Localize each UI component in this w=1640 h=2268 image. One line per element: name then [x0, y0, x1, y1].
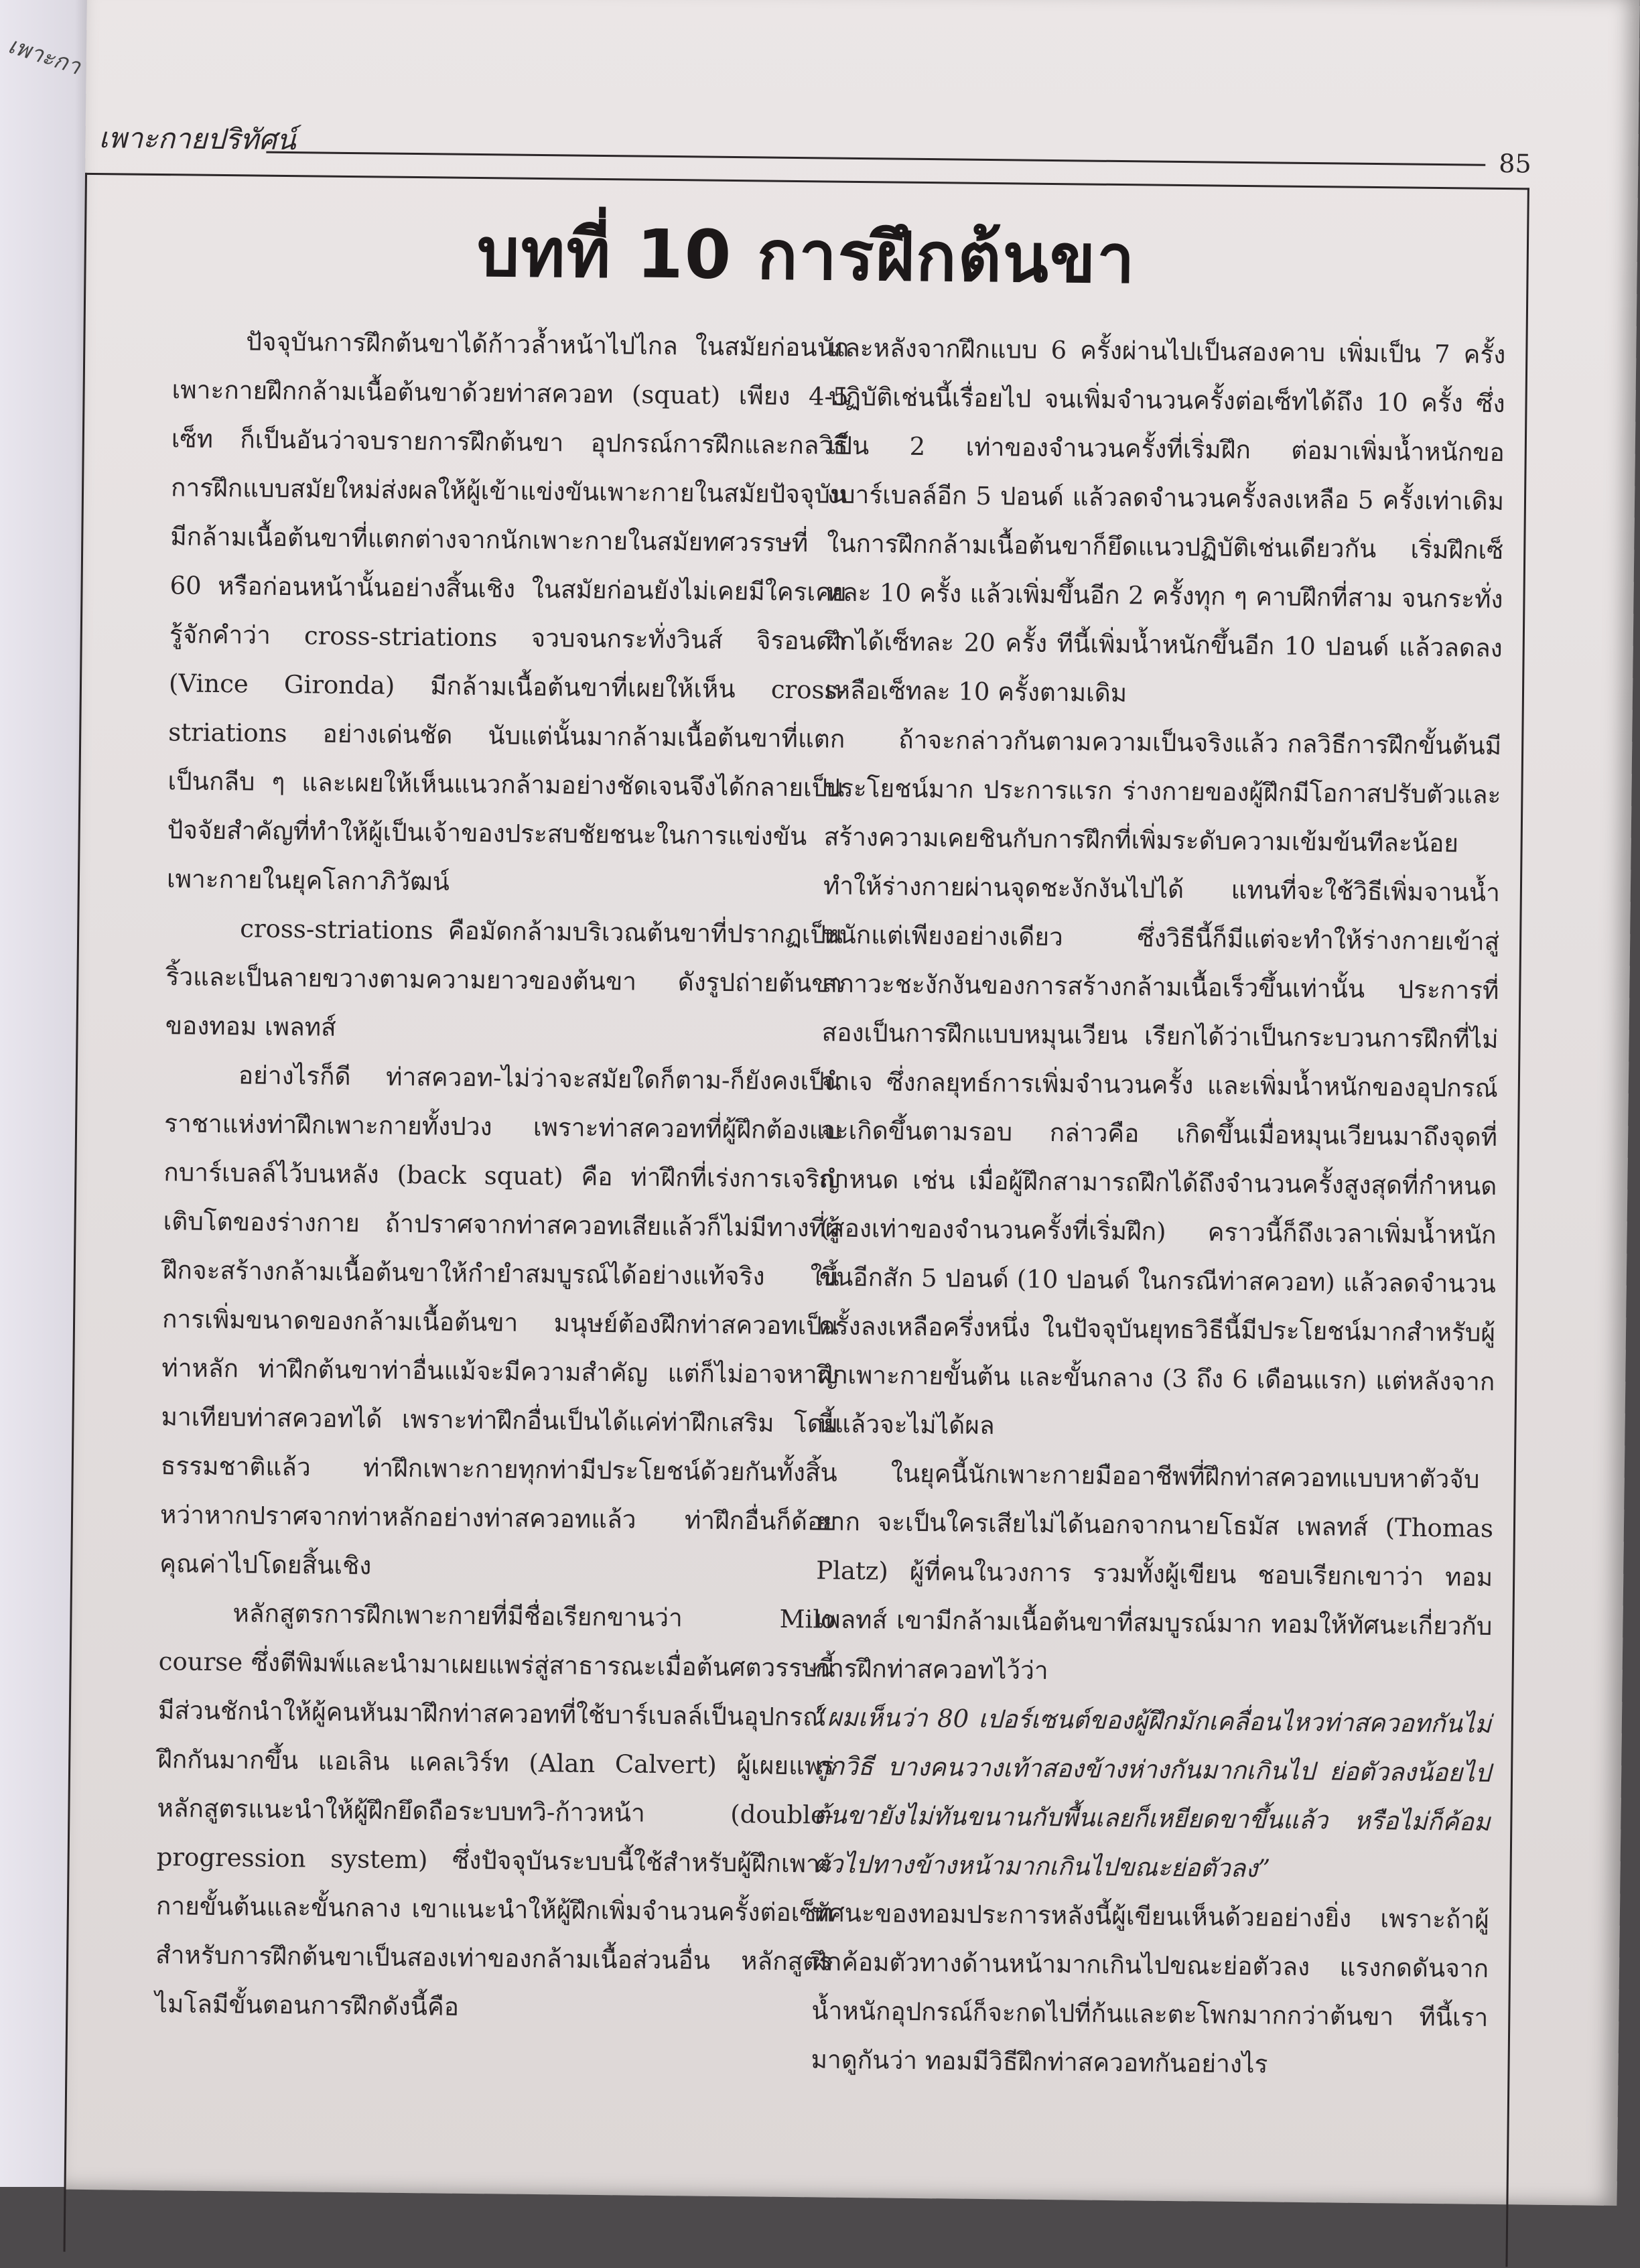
right-column [811, 323, 1505, 2090]
adjacent-page-fragment: เพาะกา [5, 31, 84, 80]
quotation: “ผมเห็นว่า 80 เปอร์เซนต์ของผู้ฝึกมักเคลื่อนไหวท่าสควอทกันไม่ถูกวิธี บางคนวางเท้าสองข้างห่างกันมากเกินไป ย่อตัวลงน้อยไป ต้นขายังไม่ทันขนานกับพื้นเลยก็เหยียดขาขึ้นแล้ว หรือไม่ก็ค้อมตัวไปทางข้างหน้ามากเกินไปขณะย่อตัวลง” [813, 1703, 1492, 1883]
book-page [64, 0, 1640, 2206]
page-number: 85 [1499, 148, 1531, 179]
paragraph: cross-striations คือมัดกล้ามบริเวณต้นขาที่ปรากฏเป็นริ้วและเป็นลายขวางตามความยาวของต้นขา ดังรูปถ่ายต้นขาของทอม เพลทส์ [165, 914, 843, 1042]
paragraph: ในยุคนี้นักเพาะกายมืออาชีพที่ฝึกท่าสควอทแบบหาตัวจับยาก จะเป็นใครเสียไม่ได้นอกจากนายโธมัส เพลทส์ (Thomas Platz) ผู้ที่คนในวงการ รวมทั้งผู้เขียน ชอบเรียกเขาว่า ทอม เพลทส์ เขามีกล้ามเนื้อต้นขาที่สมบูรณ์มาก ทอมให้ทัศนะเกี่ยวกับการฝึกท่าสควอทไว้ว่า [815, 1459, 1494, 1686]
chapter-title: บทที่ 10 การฝึกต้นขา [476, 212, 1137, 299]
paragraph: อย่างไรก็ดี ท่าสควอท-ไม่ว่าจะสมัยใดก็ตาม-ก็ยังคงเป็นราชาแห่งท่าฝึกเพาะกายทั้งปวง เพราะท่าสควอทที่ผู้ฝึกต้องแบกบาร์เบลล์ไว้บนหลัง (back squat) คือ ท่าฝึกที่เร่งการเจริญเติบโตของร่างกาย ถ้าปราศจากท่าสควอทเสียแล้วก็ไม่มีทางที่ผู้ฝึกจะสร้างกล้ามเนื้อต้นขาให้กำยำสมบูรณ์ได้อย่างแท้จริง ในการเพิ่มขนาดของกล้ามเนื้อต้นขา มนุษย์ต้องฝึกท่าสควอทเป็นท่าหลัก ท่าฝึกต้นขาท่าอื่นแม้จะมีความสำคัญ แต่ก็ไม่อาจหาญมาเทียบท่าสควอทได้ เพราะท่าฝึกอื่นเป็นได้แค่ท่าฝึกเสริม โดยธรรมชาติแล้ว ท่าฝึกเพาะกายทุกท่ามีประโยชน์ด้วยกันทั้งสิ้น หว่าหากปราศจากท่าหลักอย่างท่าสควอทแล้ว ท่าฝึกอื่นก็ด้อยคุณค่าไปโดยสิ้นเชิง [159, 1061, 842, 1581]
quote-paragraph [813, 1692, 1491, 1895]
paragraph: ถ้าจะกล่าวกันตามความเป็นจริงแล้ว กลวิธีการฝึกขั้นต้นมีประโยชน์มาก ประการแรก ร่างกายของผู้ฝึกมีโอกาสปรับตัวและสร้างความเคยชินกับการฝึกที่เพิ่มระดับความเข้มข้นทีละน้อยทำให้ร่างกายผ่านจุดชะงักงันไปได้ แทนที่จะใช้วิธีเพิ่มจานน้ำหนักแต่เพียงอย่างเดียว ซึ่งวิธีนี้ก็มีแต่จะทำให้ร่างกายเข้าสู่สภาวะชะงักงันของการสร้างกล้ามเนื้อเร็วขึ้นเท่านั้น ประการที่สองเป็นการฝึกแบบหมุนเวียน เรียกได้ว่าเป็นกระบวนการฝึกที่ไม่จำเจ ซึ่งกลยุทธ์การเพิ่มจำนวนครั้ง และเพิ่มน้ำหนักของอุปกรณ์จะเกิดขึ้นตามรอบ กล่าวคือ เกิดขึ้นเมื่อหมุนเวียนมาถึงจุดที่กำหนด เช่น เมื่อผู้ฝึกสามารถฝึกได้ถึงจำนวนครั้งสูงสุดที่กำหนด (สองเท่าของจำนวนครั้งที่เริ่มฝึก) คราวนี้ก็ถึงเวลาเพิ่มน้ำหนักขึ้นอีกสัก 5 ปอนด์ (10 ปอนด์ ในกรณีท่าสควอท) แล้วลดจำนวนครั้งลงเหลือครึ่งหนึ่ง ในปัจจุบันยุทธวิธีนี้มีประโยชน์มากสำหรับผู้ฝึกเพาะกายขั้นต้น และขั้นกลาง (3 ถึง 6 เดือนแรก) แต่หลังจากนี้แล้วจะไม่ได้ผล [817, 725, 1502, 1441]
page-frame [64, 173, 1529, 2267]
paragraph: และหลังจากฝึกแบบ 6 ครั้งผ่านไปเป็นสองคาบ เพิ่มเป็น 7 ครั้ง ปฏิบัติเช่นนี้เรื่อยไป จนเพิ่มจำนวนครั้งต่อเซ็ทได้ถึง 10 ครั้ง ซึ่งเป็น 2 เท่าของจำนวนครั้งที่เริ่มฝึก ต่อมาเพิ่มน้ำหนักของบาร์เบลล์อีก 5 ปอนด์ แล้วลดจำนวนครั้งลงเหลือ 5 ครั้งเท่าเดิม ในการฝึกกล้ามเนื้อต้นขาก็ยึดแนวปฏิบัติเช่นเดียวกัน เริ่มฝึกเซ็ทละ 10 ครั้ง แล้วเพิ่มขึ้นอีก 2 ครั้งทุก ๆ คาบฝึกที่สาม จนกระทั่งฝึกได้เซ็ทละ 20 ครั้ง ทีนี้เพิ่มน้ำหนักขึ้นอีก 10 ปอนด์ แล้วลดลงเหลือเซ็ทละ 10 ครั้งตามเดิม [825, 333, 1506, 708]
paragraph: ทัศนะของทอมประการหลังนี้ผู้เขียนเห็นด้วยอย่างยิ่ง เพราะถ้าผู้ฝึกค้อมตัวทางด้านหน้ามากเกินไปขณะย่อตัวลง แรงกดดันจากน้ำหนักอุปกรณ์ก็จะกดไปที่ก้นและตะโพกมากกว่าต้นขา ทีนี้เรามาดูกันว่า ทอมมีวิธีฝึกท่าสควอทกันอย่างไร [811, 1898, 1490, 2079]
left-column [155, 316, 849, 2035]
paragraph: หลักสูตรการฝึกเพาะกายที่มีชื่อเรียกขานว่า Milo course ซึ่งตีพิมพ์และนำมาเผยแพร่สู่สาธารณะเมื่อต้นศตวรรษนี้มีส่วนชักนำให้ผู้คนหันมาฝึกท่าสควอทที่ใช้บาร์เบลล์เป็นอุปกรณ์ฝึกกันมากขึ้น แอเลิน แคลเวิร์ท (Alan Calvert) ผู้เผยแพร่หลักสูตรแนะนำให้ผู้ฝึกยึดถือระบบทวิ-ก้าวหน้า (double-progression system) ซึ่งปัจจุบันระบบนี้ใช้สำหรับผู้ฝึกเพาะกายขั้นต้นและขั้นกลาง เขาแนะนำให้ผู้ฝึกเพิ่มจำนวนครั้งต่อเซ็ทสำหรับการฝึกต้นขาเป็นสองเท่าของกล้ามเนื้อส่วนอื่น หลักสูตรไมโลมีขั้นตอนการฝึกดังนี้คือ [155, 1599, 836, 2021]
header-rule [266, 151, 1485, 166]
running-header-title: เพาะกายปริทัศน์ [98, 121, 296, 157]
paragraph: ปัจจุบันการฝึกต้นขาได้ก้าวล้ำหน้าไปไกล ในสมัยก่อนนักเพาะกายฝึกกล้ามเนื้อต้นขาด้วยท่าสควอท (squat) เพียง 4-5 เซ็ท ก็เป็นอันว่าจบรายการฝึกต้นขา อุปกรณ์การฝึกและกลวิธีการฝึกแบบสมัยใหม่ส่งผลให้ผู้เข้าแข่งขันเพาะกายในสมัยปัจจุบันมีกล้ามเนื้อต้นขาที่แตกต่างจากนักเพาะกายในสมัยทศวรรษที่ 60 หรือก่อนหน้านั้นอย่างสิ้นเชิง ในสมัยก่อนยังไม่เคยมีใครเคยรู้จักคำว่า cross-striations จวบจนกระทั่งวินส์ จิรอนดา (Vince Gironda) มีกล้ามเนื้อต้นขาที่เผยให้เห็น cross-striations อย่างเด่นชัด นับแต่นั้นมากล้ามเนื้อต้นขาที่แตกเป็นกลีบ ๆ และเผยให้เห็นแนวกล้ามอย่างชัดเจนจึงได้กลายเป็นปัจจัยสำคัญที่ทำให้ผู้เป็นเจ้าของประสบชัยชนะในการแข่งขันเพาะกายในยุคโลกาภิวัฒน์ [166, 327, 849, 896]
